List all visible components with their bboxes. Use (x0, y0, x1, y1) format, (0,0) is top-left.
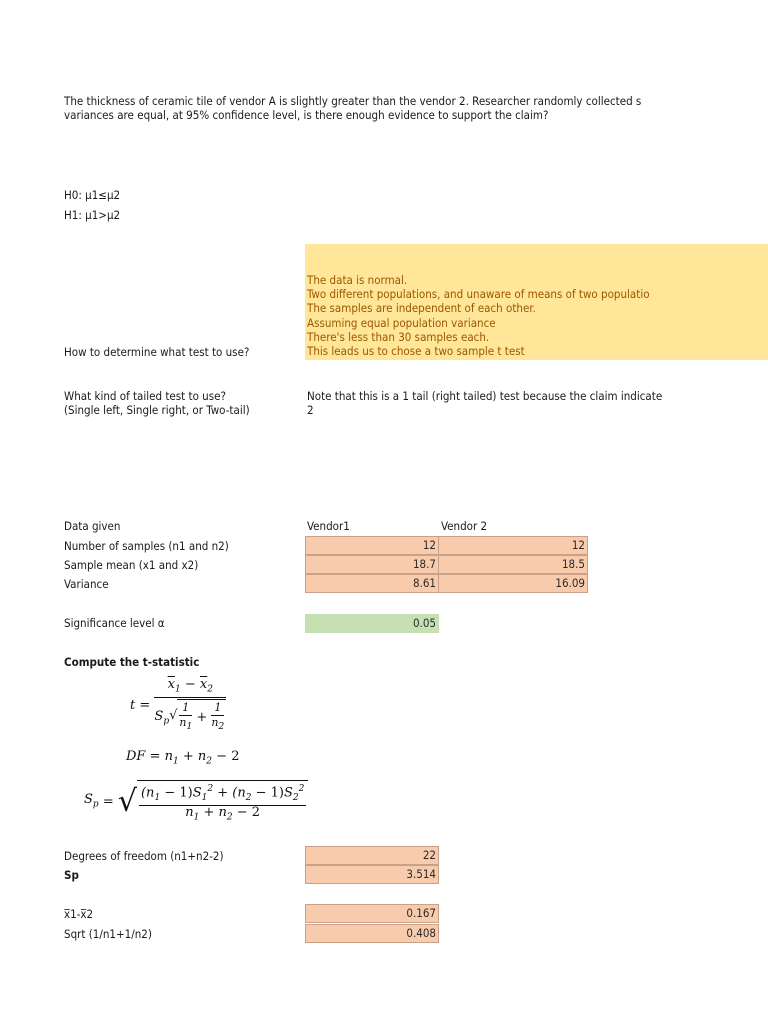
tail-note-2: 2 (307, 403, 314, 417)
vendor2-header: Vendor 2 (441, 519, 488, 533)
significance-cell[interactable]: 0.05 (305, 614, 439, 633)
null-hypothesis: H0: µ1≤µ2 (64, 188, 121, 202)
df-label: Degrees of freedom (n1+n2-2) (64, 849, 224, 863)
data-given-label: Data given (64, 519, 121, 533)
note-line: The samples are independent of each other. (307, 301, 536, 315)
row-label-variance: Variance (64, 577, 109, 591)
test-choice-notes (305, 244, 768, 360)
compute-title: Compute the t-statistic (64, 655, 200, 669)
note-line: The data is normal. (307, 273, 408, 287)
vendor2-samples-cell[interactable]: 12 (438, 536, 588, 555)
vendor2-variance-cell[interactable]: 16.09 (438, 574, 588, 593)
vendor2-mean-cell[interactable]: 18.5 (438, 555, 588, 574)
sp-label: Sp (64, 868, 79, 882)
tail-label-1: What kind of tailed test to use? (64, 389, 226, 403)
note-line: This leads us to chose a two sample t test (307, 344, 525, 358)
tail-note-1: Note that this is a 1 tail (right tailed) test because the claim indicate (307, 389, 663, 403)
sp-cell[interactable]: 3.514 (305, 865, 439, 884)
alt-hypothesis: H1: µ1>µ2 (64, 208, 121, 222)
vendor1-header: Vendor1 (307, 519, 350, 533)
df-cell[interactable]: 22 (305, 846, 439, 865)
df-formula: DF = $n_1 + n_2 - 2$ (126, 749, 240, 767)
problem-line-2: variances are equal, at 95% confidence level, is there enough evidence to support the claim? (64, 108, 549, 122)
tail-label-2: (Single left, Single right, or Two-tail) (64, 403, 250, 417)
note-line: Two different populations, and unaware of means of two populatio (307, 287, 650, 301)
significance-label: Significance level α (64, 616, 165, 630)
problem-line-1: The thickness of ceramic tile of vendor A is slightly greater than the vendor 2. Researcher randomly collected s (64, 94, 642, 108)
test-choice-label: How to determine what test to use? (64, 345, 250, 359)
row-label-mean: Sample mean (x1 and x2) (64, 558, 199, 572)
sqrt-term-label: Sqrt (1/n1+1/n2) (64, 927, 152, 941)
note-line: There's less than 30 samples each. (307, 330, 490, 344)
vendor1-variance-cell[interactable]: 8.61 (305, 574, 439, 593)
note-line: Assuming equal population variance (307, 316, 496, 330)
mean-diff-cell[interactable]: 0.167 (305, 904, 439, 923)
vendor1-mean-cell[interactable]: 18.7 (305, 555, 439, 574)
sqrt-term-cell[interactable]: 0.408 (305, 924, 439, 943)
mean-diff-label: x̅1-x̅2 (64, 907, 94, 921)
sp-formula: $S_p$ = √ $\frac{(n_1 - 1)S_1^2 + (n_2 - 1)S_2^2}{n_1 + n_2 - 2}$ (84, 780, 308, 825)
row-label-samples: Number of samples (n1 and n2) (64, 539, 229, 553)
vendor1-samples-cell[interactable]: 12 (305, 536, 439, 555)
t-statistic-formula: t = $\overline{x}_1 - \overline{x}_2$ $S_p√$ $\frac{1}{n_1}$ + $\frac{1}{n_2}$ (130, 677, 225, 732)
